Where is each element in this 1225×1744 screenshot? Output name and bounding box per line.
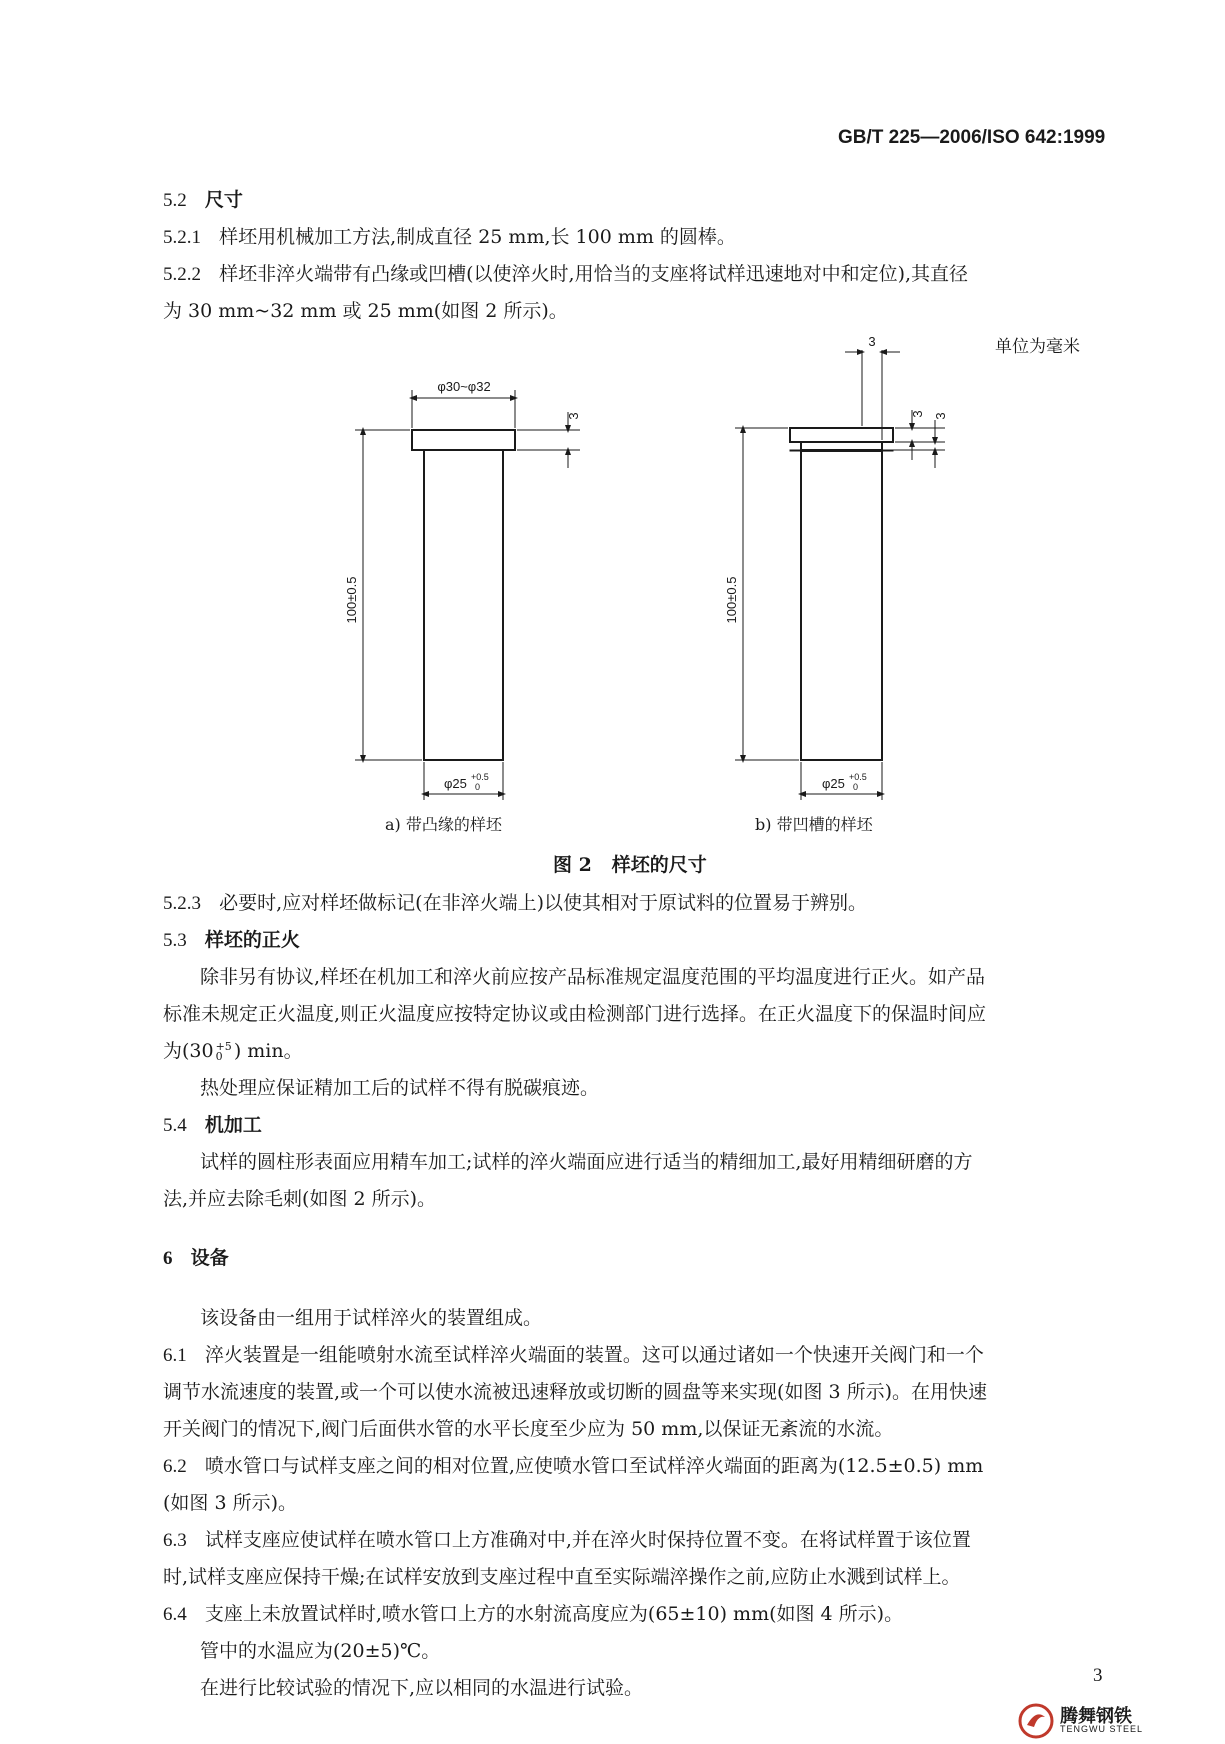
clause-number: 5.2.2 xyxy=(163,264,201,285)
section-5-3-heading xyxy=(163,925,300,952)
clause-5-3-p1-line-3 xyxy=(163,1036,303,1063)
tolerance-lower: 0 xyxy=(215,1050,223,1063)
clause-number: 5.2.1 xyxy=(163,227,201,248)
unit-note: 单位为毫米 xyxy=(995,337,1080,357)
logo-text-cn: 腾舞钢铁 xyxy=(1060,1706,1132,1727)
flange-dim-label-a: 3 xyxy=(566,412,581,420)
clause-5-3-p1-line-2: 标准未规定正火温度,则正火温度应按特定协议或由检测部门进行选择。在正火温度下的保温时间应 xyxy=(163,1003,987,1025)
flange-a xyxy=(412,430,515,450)
flange-dim-label-b: 3 xyxy=(910,410,925,418)
clause-5-3-p1-line-1: 除非另有协议,样坯在机加工和淬火前应按产品标准规定温度范围的平均温度进行正火。如产品 xyxy=(200,966,986,988)
section-5-2-heading xyxy=(163,185,243,212)
clause-text: 支座上未放置试样时,喷水管口上方的水射流高度应为(65±10) mm(如图 4 所示)。 xyxy=(204,1603,904,1625)
clause-text: 淬火装置是一组能喷射水流至试样淬火端面的装置。这可以通过诸如一个快速开关阀门和一个 xyxy=(204,1344,984,1366)
clause-5-4-line-2: 法,并应去除毛刺(如图 2 所示)。 xyxy=(163,1188,437,1210)
section-number: 5.3 xyxy=(163,930,187,951)
tolerance-upper: +5 xyxy=(215,1040,232,1053)
clause-6-2-line-2: (如图 3 所示)。 xyxy=(163,1492,297,1514)
clause-number: 6.1 xyxy=(163,1345,187,1366)
tolerance-upper-a: +0.5 xyxy=(471,772,489,782)
length-dim-label-a: 100±0.5 xyxy=(344,576,359,624)
caption-title: 样坯的尺寸 xyxy=(611,854,707,876)
clause-number: 6.4 xyxy=(163,1604,187,1625)
tolerance-upper-b: +0.5 xyxy=(849,772,867,782)
top-dim-label-a: φ30~φ32 xyxy=(437,379,491,394)
clause-6-1-line-3: 开关阀门的情况下,阀门后面供水管的水平长度至少应为 50 mm,以保证无紊流的水流。 xyxy=(163,1418,894,1440)
clause-6-4-line-1 xyxy=(163,1599,903,1626)
clause-text: 样坯用机械加工方法,制成直径 25 mm,长 100 mm 的圆棒。 xyxy=(219,226,736,248)
specimen-a xyxy=(344,379,581,800)
bottom-dim-label-a: φ25 xyxy=(444,776,467,791)
clause-text: 试样支座应使试样在喷水管口上方准确对中,并在淬火时保持位置不变。在将试样置于该位置 xyxy=(204,1529,971,1551)
text-fragment: 为(30 xyxy=(163,1040,214,1062)
section-6-intro: 该设备由一组用于试样淬火的装置组成。 xyxy=(200,1307,543,1329)
company-logo xyxy=(1018,1702,1218,1740)
clause-6-4-line-2: 管中的水温应为(20±5)℃。 xyxy=(200,1640,441,1662)
section-number: 5.2 xyxy=(163,190,187,211)
tolerance-stack xyxy=(216,1042,232,1062)
groove-width-label-b: 3 xyxy=(868,334,876,349)
subfigure-a-label: a) 带凸缘的样坯 xyxy=(385,815,502,834)
section-6-heading xyxy=(163,1243,229,1270)
tolerance-lower-b: 0 xyxy=(853,782,859,792)
section-title: 设备 xyxy=(190,1247,229,1269)
clause-text: 喷水管口与试样支座之间的相对位置,应使喷水管口至试样淬火端面的距离为(12.5±0.5) mm xyxy=(204,1455,984,1477)
section-number: 5.4 xyxy=(163,1115,187,1136)
figure-2-caption xyxy=(553,850,707,877)
bottom-dim-label-b: φ25 xyxy=(822,776,845,791)
shaft-b xyxy=(801,451,882,760)
logo-text-en: TENGWU STEEL xyxy=(1060,1724,1144,1734)
clause-5-2-2-line-1 xyxy=(163,259,968,286)
section-title: 尺寸 xyxy=(204,189,243,211)
clause-5-2-1 xyxy=(163,222,736,249)
clause-6-1-line-1 xyxy=(163,1340,984,1367)
section-title: 样坯的正火 xyxy=(204,929,300,951)
section-title: 机加工 xyxy=(204,1114,262,1136)
specimen-b xyxy=(724,334,948,800)
page-number: 3 xyxy=(1093,1665,1103,1686)
groove-dim-label-b: 3 xyxy=(933,412,948,420)
standard-code-header: GB/T 225—2006/ISO 642:1999 xyxy=(838,127,1106,148)
subfigure-b-label: b) 带凹槽的样坯 xyxy=(755,815,873,834)
groove-b xyxy=(801,442,882,450)
clause-text: 必要时,应对样坯做标记(在非淬火端上)以使其相对于原试料的位置易于辨别。 xyxy=(219,892,867,914)
clause-5-3-p2: 热处理应保证精加工后的试样不得有脱碳痕迹。 xyxy=(200,1077,600,1099)
length-dim-label-b: 100±0.5 xyxy=(724,576,739,624)
clause-5-4-line-1: 试样的圆柱形表面应用精车加工;试样的淬火端面应进行适当的精细加工,最好用精细研磨的方 xyxy=(200,1151,973,1173)
clause-number: 6.3 xyxy=(163,1530,187,1551)
section-number: 6 xyxy=(163,1248,173,1269)
shaft-a xyxy=(424,450,503,760)
clause-6-1-line-2: 调节水流速度的装置,或一个可以使水流被迅速释放或切断的圆盘等来实现(如图 3 所示)。在用快速 xyxy=(163,1381,988,1403)
clause-number: 6.2 xyxy=(163,1456,187,1477)
clause-text: 样坯非淬火端带有凸缘或凹槽(以使淬火时,用恰当的支座将试样迅速地对中和定位),其直径 xyxy=(219,263,969,285)
clause-6-3-line-1 xyxy=(163,1525,971,1552)
flange-b xyxy=(790,428,893,442)
text-fragment: ) min。 xyxy=(233,1040,303,1062)
clause-5-2-2-line-2: 为 30 mm~32 mm 或 25 mm(如图 2 所示)。 xyxy=(163,300,568,322)
clause-6-4-line-3: 在进行比较试验的情况下,应以相同的水温进行试验。 xyxy=(200,1677,644,1699)
logo-mark-icon xyxy=(1018,1703,1054,1739)
caption-number: 图 2 xyxy=(553,854,592,876)
clause-5-2-3 xyxy=(163,888,867,915)
section-5-4-heading xyxy=(163,1110,262,1137)
tolerance-lower-a: 0 xyxy=(475,782,481,792)
clause-6-2-line-1 xyxy=(163,1451,983,1478)
clause-number: 5.2.3 xyxy=(163,893,201,914)
clause-6-3-line-2: 时,试样支座应保持干燥;在试样安放到支座过程中直至实际端淬操作之前,应防止水溅到试样上。 xyxy=(163,1566,961,1588)
